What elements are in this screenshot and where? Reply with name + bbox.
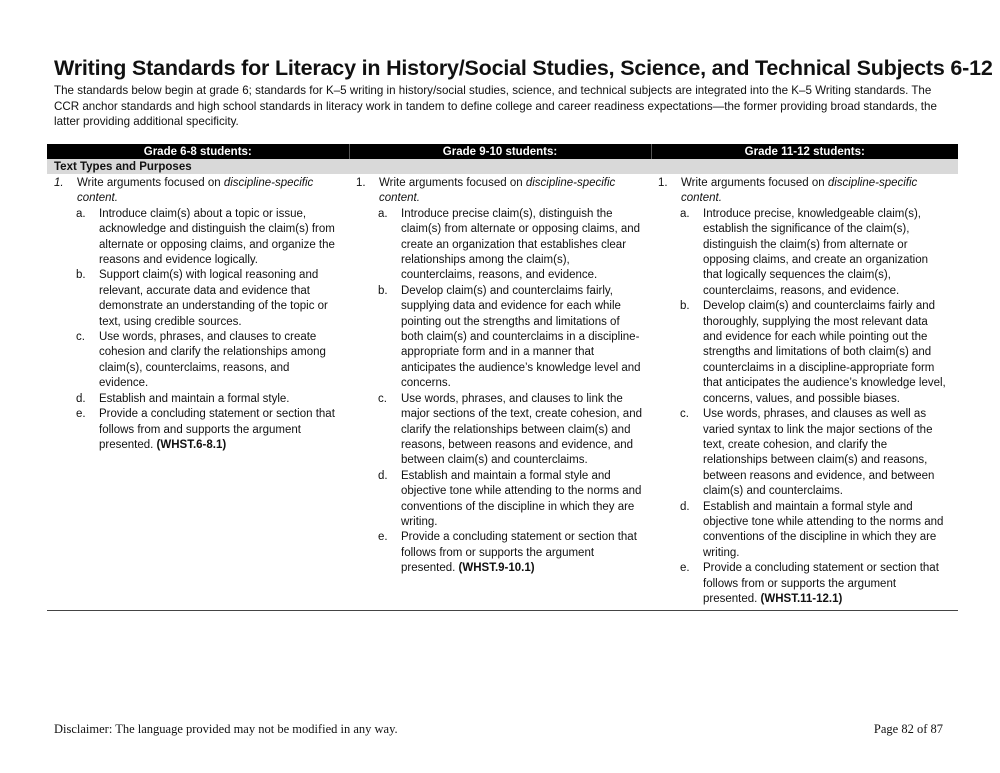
sub-item bbox=[378, 469, 643, 531]
sub-item bbox=[378, 284, 643, 392]
sub-item-letter: b. bbox=[76, 269, 86, 282]
sub-item-text: Establish and maintain a formal style and objective tone while attending to the norms and conventions of the discipline in which they are writing. bbox=[703, 500, 944, 559]
sub-item-letter: b. bbox=[680, 300, 690, 313]
sub-item bbox=[378, 392, 643, 469]
sub-item-letter: c. bbox=[76, 331, 85, 344]
page-number: Page 82 of 87 bbox=[873, 722, 943, 736]
section-row bbox=[47, 159, 958, 174]
standard-item bbox=[54, 176, 341, 207]
sub-item bbox=[680, 500, 950, 562]
standard-item bbox=[658, 176, 950, 207]
sub-item bbox=[378, 530, 643, 576]
sub-item bbox=[76, 392, 341, 407]
sub-item-text: Support claim(s) with logical reasoning and relevant, accurate data and evidence that demonstrate an understanding of the topic or text, using credible sources. bbox=[99, 269, 328, 328]
sub-item bbox=[76, 268, 341, 330]
sub-item-text: Use words, phrases, and clauses to link the major sections of the text, create cohesion, and clarify the relationships between claim(s) and reasons, between reasons and evidence, and between claim(s) and counterclaims. bbox=[401, 392, 642, 467]
sub-item-text: Introduce claim(s) about a topic or issue, acknowledge and distinguish the claim(s) from alternate or opposing claims, and organize the reasons and evidence logically. bbox=[99, 207, 335, 267]
footer-disclaimer: Disclaimer: The language provided may not be modified in any way. bbox=[54, 722, 398, 736]
sub-item-text: Use words, phrases, and clauses to create cohesion and clarify the relationships among claim(s), counterclaims, reasons, and evidence. bbox=[99, 331, 326, 390]
sub-item-letter: c. bbox=[680, 408, 689, 421]
sub-item-letter: a. bbox=[680, 207, 690, 220]
sub-item-text: Introduce precise claim(s), distinguish the claim(s) from alternate or opposing claims, and create an organization that establishes clear relationships among the claim(s), counterclaims, reasons, and evidence. bbox=[401, 207, 641, 282]
header-grade-11-12: Grade 11-12 students: bbox=[651, 144, 958, 159]
sub-item-letter: d. bbox=[680, 500, 690, 513]
sub-item bbox=[680, 207, 950, 299]
sub-item-letter: a. bbox=[378, 207, 388, 220]
sub-item bbox=[378, 207, 643, 284]
column-grade-11-12 bbox=[651, 174, 958, 611]
item-number: 1. bbox=[356, 177, 366, 189]
sub-item-text: Provide a concluding statement or section that follows from and supports the argument presented. (WHST.6-8.1) bbox=[99, 408, 335, 451]
sub-item-letter: e. bbox=[680, 562, 690, 575]
column-grade-9-10 bbox=[349, 174, 651, 611]
standards-table bbox=[47, 144, 958, 611]
item-text: Write arguments focused on discipline-specific content. bbox=[77, 177, 314, 205]
standard-code: (WHST.11-12.1) bbox=[760, 592, 843, 605]
column-grade-6-8 bbox=[47, 174, 349, 611]
page-title: Writing Standards for Literacy in History/Social Studies, Science, and Technical Subjects 6-12 bbox=[54, 56, 993, 80]
sub-item-letter: a. bbox=[76, 207, 86, 220]
sub-item-letter: d. bbox=[378, 469, 388, 482]
header-grade-9-10: Grade 9-10 students: bbox=[349, 144, 651, 159]
standard-code: (WHST.6-8.1) bbox=[156, 438, 227, 451]
sub-item-letter: c. bbox=[378, 392, 387, 405]
intro-paragraph: The standards below begin at grade 6; standards for K–5 writing in history/social studies, science, and technical subjects are integrated into the K–5 Writing standards. The CCR anchor standards and high school standards in literacy work in tandem to define college and career readiness expectations—the former providing broad standards, the latter providing additional specificity. bbox=[54, 84, 937, 128]
sub-item bbox=[76, 330, 341, 392]
sub-item-text: Develop claim(s) and counterclaims fairly and thoroughly, supplying the most relevant data and evidence for each while pointing out the strengths and limitations of both claim(s) and counterclaims in a discipline-appropriate form that anticipates the audience’s knowledge level, concerns, values, and possible biases. bbox=[703, 300, 946, 405]
item-text: Write arguments focused on discipline-specific content. bbox=[681, 177, 918, 205]
sub-item bbox=[76, 207, 341, 269]
sub-item-text: Introduce precise, knowledgeable claim(s), establish the significance of the claim(s), distinguish the claim(s) from alternate or opposing claims, and create an organization that logically sequences the claim(s), counterclaims, reasons, and evidence. bbox=[703, 207, 929, 297]
header-row bbox=[47, 144, 958, 159]
sub-item bbox=[76, 407, 341, 453]
standard-code: (WHST.9-10.1) bbox=[458, 562, 535, 575]
item-number: 1. bbox=[658, 177, 668, 189]
standards-row bbox=[47, 174, 958, 611]
sub-item-text: Develop claim(s) and counterclaims fairly, supplying data and evidence for each while pointing out the strengths and limitations of both claim(s) and counterclaims in a discipline-appropriate form and in a manner that anticipates the audience’s knowledge level and concerns. bbox=[401, 284, 641, 390]
item-number: 1. bbox=[54, 177, 64, 189]
sub-item-text: Use words, phrases, and clauses as well as varied syntax to link the major sections of the text, create cohesion, and clarify the relationships between claim(s) and reasons, between reasons and evidence, and between claim(s) and counterclaims. bbox=[703, 408, 935, 498]
standard-item bbox=[356, 176, 643, 207]
sub-item-letter: d. bbox=[76, 392, 86, 405]
sub-item-text: Establish and maintain a formal style. bbox=[99, 392, 290, 405]
sub-item bbox=[680, 299, 950, 407]
sub-item-text: Establish and maintain a formal style and objective tone while attending to the norms and conventions of the discipline in which they are writing. bbox=[401, 469, 642, 528]
sub-item bbox=[680, 561, 950, 607]
sub-item-text: Provide a concluding statement or section that follows from or supports the argument presented. (WHST.9-10.1) bbox=[401, 531, 637, 575]
item-text: Write arguments focused on discipline-specific content. bbox=[379, 177, 616, 205]
section-label: Text Types and Purposes bbox=[47, 159, 958, 174]
sub-item-letter: e. bbox=[76, 408, 86, 421]
sub-item-text: Provide a concluding statement or section that follows from or supports the argument presented. (WHST.11-12.1) bbox=[703, 562, 939, 605]
sub-item-letter: b. bbox=[378, 284, 388, 297]
sub-item bbox=[680, 407, 950, 499]
header-grade-6-8: Grade 6-8 students: bbox=[47, 144, 349, 159]
sub-item-letter: e. bbox=[378, 531, 388, 544]
